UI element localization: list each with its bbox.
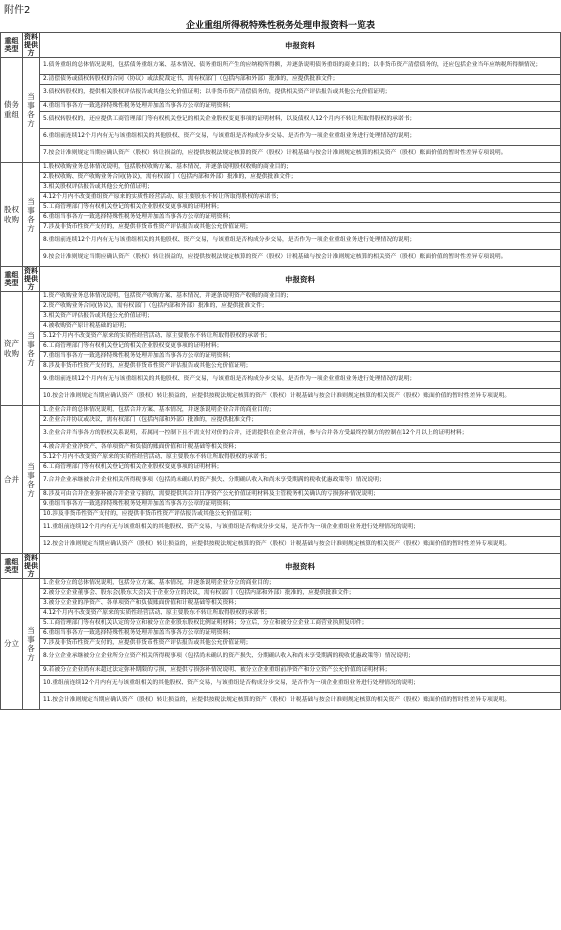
table-row — [1, 629, 561, 639]
header-provider: 资料提供方 — [24, 554, 38, 578]
table-row — [1, 146, 561, 163]
list-item: 1.股权收购业务总体情况说明，包括股权收购方案、基本情况，并逐条说明股权收购的商业目的； — [40, 163, 561, 173]
table-row — [1, 342, 561, 352]
table-row — [1, 75, 561, 85]
list-item: 2.股权收购、资产收购业务合同(协议)，需有权部门（包括内部和外部）批准的，应提供批准文件； — [40, 173, 561, 183]
table-header-row — [1, 33, 561, 58]
list-item: 9.按会计准则规定当期应确认资产（股权）转让损益的，应提供按税法规定核算的资产（股权）计税基础与按会计准则规定核算的相关资产（股权）账面价值的暂时性差异专项说明。 — [40, 250, 561, 267]
table-row — [1, 599, 561, 609]
table-row — [1, 520, 561, 537]
list-item: 11.按会计准则规定当期应确认资产（股权）转让损益的，应提供按税法规定核算的资产（股权）计税基础与按会计准则规定核算的相关资产（股权）账面价值的暂时性差异专项说明。 — [40, 693, 561, 710]
list-item: 6.重组当事各方一致选择特殊性税务处理并加盖当事各方公章的证明资料； — [40, 213, 561, 223]
table-row — [1, 619, 561, 629]
list-item: 1.债务重组的总体情况说明，包括债务重组方案、基本情况、债务重组所产生的应纳税所得额，并逐条说明债务重组的商业目的；以非货币资产清偿债务的，还应包括企业当年应纳税所得额情况； — [40, 58, 561, 75]
list-item: 8.重组前连续12个月内有无与该重组相关的其他股权、资产交易，与该重组是否构成分步交易，是否作为一项企业重组业务进行处理情况的说明； — [40, 233, 561, 250]
table-row — [1, 639, 561, 649]
list-item: 6.工商管理部门等有权机关登记的相关企业股权变更事项的证明材料； — [40, 463, 561, 473]
provider-cell: 当事各方 — [23, 163, 40, 267]
type-cell: 债务重组 — [1, 58, 23, 163]
table-row — [1, 510, 561, 520]
list-item: 9.重组当事各方一致选择特殊性税务处理并加盖当事各方公章的证明资料； — [40, 500, 561, 510]
table-row — [1, 579, 561, 589]
list-item: 11.重组前连续12个月内有无与该重组相关的其他股权、资产交易，与该重组是否构成分步交易，是否作为一项企业重组业务进行处理情况的说明； — [40, 520, 561, 537]
list-item: 5.债权转股权的，还应提供工商管理部门等有权机关登记的相关企业股权变更事项的证明材料，以及债权人12个月内不转让所取得股权的承诺书； — [40, 112, 561, 129]
list-item: 7.涉及非货币性资产支付的，应提供非货币性资产评估报告或其他公允价值证明； — [40, 223, 561, 233]
provider-cell: 当事各方 — [23, 406, 40, 554]
table-row — [1, 693, 561, 710]
table-row — [1, 362, 561, 372]
list-item: 4.12个月内不改变重组资产原来的实质性经营活动、原主要股东不转让所取得股权的承诺书； — [40, 193, 561, 203]
table-row — [1, 183, 561, 193]
list-item: 12.按会计准则规定当期应确认资产（股权）转让损益的，应提供按税法规定核算的资产（股权）计税基础与按会计准则规定核算的相关资产（股权）账面价值的暂时性差异专项说明。 — [40, 537, 561, 554]
list-item: 2.清偿债务或债权转股权的合同（协议）或法院裁定书，需有权部门（包括内部和外部）批准的，应提供批准文件； — [40, 75, 561, 85]
list-item: 4.重组当事各方一致选择特殊性税务处理并加盖当事各方公章的证明资料； — [40, 102, 561, 112]
table-row — [1, 292, 561, 302]
list-item: 4.12个月内不改变资产原来的实质性经营活动、原主要股东不转让所取得股权的承诺书； — [40, 609, 561, 619]
header-materials: 申报资料 — [40, 267, 561, 292]
table-row — [1, 203, 561, 213]
type-cell: 资产收购 — [1, 292, 23, 406]
type-cell: 股权收购 — [1, 163, 23, 267]
type-cell: 分立 — [1, 579, 23, 710]
type-cell: 合并 — [1, 406, 23, 554]
table-row — [1, 416, 561, 426]
table-row — [1, 649, 561, 666]
table-row — [1, 589, 561, 599]
table-row — [1, 443, 561, 453]
list-item: 9.若被分立企业尚有未超过法定弥补期限的亏损，应提供亏损弥补情况说明、被分立企业重组前净资产和分立资产公允价值的证明材料； — [40, 666, 561, 676]
list-item: 8.涉及非货币性资产支付的，应提供非货币性资产评估报告或其他公允价值证明； — [40, 362, 561, 372]
list-item: 7.合并企业承继被合并企业相关所得税事项（包括尚未确认的资产损失、分期确认收入和尚未享受期满的税收优惠政策等）情况说明； — [40, 473, 561, 490]
list-item: 1.企业合并的总体情况说明，包括合并方案、基本情况，并逐条说明企业合并的商业目的； — [40, 406, 561, 416]
table-row — [1, 302, 561, 312]
list-item: 5.工商管理部门等有权机关登记的相关企业股权变更事项的证明材料； — [40, 203, 561, 213]
table-row — [1, 129, 561, 146]
declaration-table — [0, 32, 561, 710]
page-title: 企业重组所得税特殊性税务处理申报资料一览表 — [185, 21, 375, 31]
provider-cell: 当事各方 — [23, 579, 40, 710]
table-row — [1, 352, 561, 362]
list-item: 3.企业合并当事各方的股权关系说明，若属同一控制下且不需支付对价的合并，还需提供在企业合并前，参与合并各方受最终控制方的控制在12个月以上的证明材料； — [40, 426, 561, 443]
list-item: 3.被分立企业的净资产、各单项资产和负债账面价值和计税基础等相关资料； — [40, 599, 561, 609]
header-type: 重组类型 — [1, 554, 23, 579]
table-header-row — [1, 554, 561, 579]
attachment-label: 附件2 — [4, 5, 31, 16]
header-materials: 申报资料 — [40, 33, 561, 58]
list-item: 2.被分立企业董事会、股东会(股东大会)关于企业分立的决议，需有权部门（包括内部和外部）批准的，应提供批准文件； — [40, 589, 561, 599]
list-item: 6.重组前连续12个月内有无与该重组相关的其他股权、资产交易，与该重组是否构成分步交易、是否作为一项企业重组业务进行处理情况的说明； — [40, 129, 561, 146]
table-row — [1, 490, 561, 500]
header-provider: 资料提供方 — [24, 267, 38, 291]
list-item: 8.涉及可由合并企业弥补被合并企业亏损的，需要提供其合并日净资产公允价值证明材料及主管税务机关确认的亏损弥补情况说明； — [40, 490, 561, 500]
table-row — [1, 112, 561, 129]
list-item: 2.资产收购业务合同(协议)，需有权部门（包括内部和外部）批准的，应提供批准文件； — [40, 302, 561, 312]
list-item: 5.12个月内不改变资产原来的实质性经营活动、原主要股东不转让所取得股权的承诺书； — [40, 332, 561, 342]
document-table-frame — [0, 32, 561, 710]
table-row — [1, 193, 561, 203]
table-row — [1, 233, 561, 250]
table-row — [1, 102, 561, 112]
table-row — [1, 372, 561, 389]
table-row — [1, 426, 561, 443]
list-item: 6.重组当事各方一致选择特殊性税务处理并加盖当事各方公章的证明资料； — [40, 629, 561, 639]
table-row — [1, 666, 561, 676]
list-item: 4.被收购资产原计税基础的证明； — [40, 322, 561, 332]
table-row — [1, 473, 561, 490]
table-header-row — [1, 267, 561, 292]
provider-cell: 当事各方 — [23, 292, 40, 406]
header-materials: 申报资料 — [40, 554, 561, 579]
list-item: 7.按会计准则规定当期应确认资产（股权）转让损益的，应提供按税法规定核算的资产（股权）计税基础与按会计准则规定核算的相关资产（股权）账面价值的暂时性差异专项说明。 — [40, 146, 561, 163]
table-row — [1, 609, 561, 619]
header-type: 重组类型 — [1, 267, 23, 292]
list-item: 8.分立企业承继被分立企业所分立资产相关所得税事项（包括尚未确认的资产损失、分期确认收入和尚未享受期满的税收优惠政策等）情况说明； — [40, 649, 561, 666]
list-item: 6.工商管理部门等有权机关登记的相关企业股权变更事项的证明材料； — [40, 342, 561, 352]
list-item: 4.被合并企业净资产、各单项资产和负债的账面价值和计税基础等相关资料； — [40, 443, 561, 453]
list-item: 1.资产收购业务总体情况说明，包括资产收购方案、基本情况，并逐条说明资产收购的商业目的； — [40, 292, 561, 302]
table-row — [1, 537, 561, 554]
table-row — [1, 322, 561, 332]
table-row — [1, 213, 561, 223]
table-row — [1, 332, 561, 342]
list-item: 10.涉及非货币性资产支付的，应提供非货币性资产评估报告或其他公允价值证明； — [40, 510, 561, 520]
list-item: 3.相关股权评估报告或其他公允价值证明； — [40, 183, 561, 193]
table-row — [1, 223, 561, 233]
list-item: 9.重组前连续12个月内有无与该重组相关的其他股权、资产交易，与该重组是否构成分步交易，是否作为一项企业重组业务进行处理情况的说明； — [40, 372, 561, 389]
header-type: 重组类型 — [1, 33, 23, 58]
list-item: 10.按会计准则规定当期应确认资产（股权）转让损益的，应提供按税法规定核算的资产（股权）计税基础与按会计准则规定核算的相关资产（股权）账面价值的暂时性差异专项说明。 — [40, 389, 561, 406]
table-row — [1, 58, 561, 75]
table-row — [1, 312, 561, 322]
table-row — [1, 406, 561, 416]
list-item: 7.重组当事各方一致选择特殊性税务处理并加盖当事各方公章的证明资料； — [40, 352, 561, 362]
table-row — [1, 500, 561, 510]
table-row — [1, 676, 561, 693]
table-row — [1, 463, 561, 473]
list-item: 2.企业合并协议或决议，需有权部门（包括内部和外部）批准的，应提供批准文件； — [40, 416, 561, 426]
provider-cell: 当事各方 — [23, 58, 40, 163]
table-row — [1, 389, 561, 406]
table-row — [1, 250, 561, 267]
list-item: 5.工商管理部门等有权机关认定的分立和被分立企业股东股权比例证明材料；分立后，分立和被分立企业工商营业执照复印件； — [40, 619, 561, 629]
table-row — [1, 173, 561, 183]
header-provider: 资料提供方 — [24, 33, 38, 57]
list-item: 10.重组前连续12个月内有无与该重组相关的其他股权、资产交易，与该重组是否构成分步交易，是否作为一项企业重组业务进行处理情况的说明； — [40, 676, 561, 693]
list-item: 1.企业分立的总体情况说明，包括分立方案、基本情况，并逐条说明企业分立的商业目的； — [40, 579, 561, 589]
table-row — [1, 453, 561, 463]
list-item: 5.12个月内不改变资产原来的实质性经营活动、原主要股东不转让所取得股权的承诺书； — [40, 453, 561, 463]
list-item: 3.债权转股权的，提供相关股权评估报告或其他公允价值证明；以非货币资产清偿债务的，提供相关资产评估报告或其他公允价值证明； — [40, 85, 561, 102]
list-item: 7.涉及非货币性资产支付的，应提供非货币性资产评估报告或其他公允价值证明； — [40, 639, 561, 649]
table-row — [1, 85, 561, 102]
table-row — [1, 163, 561, 173]
list-item: 3.相关资产评估报告或其他公允价值证明； — [40, 312, 561, 322]
